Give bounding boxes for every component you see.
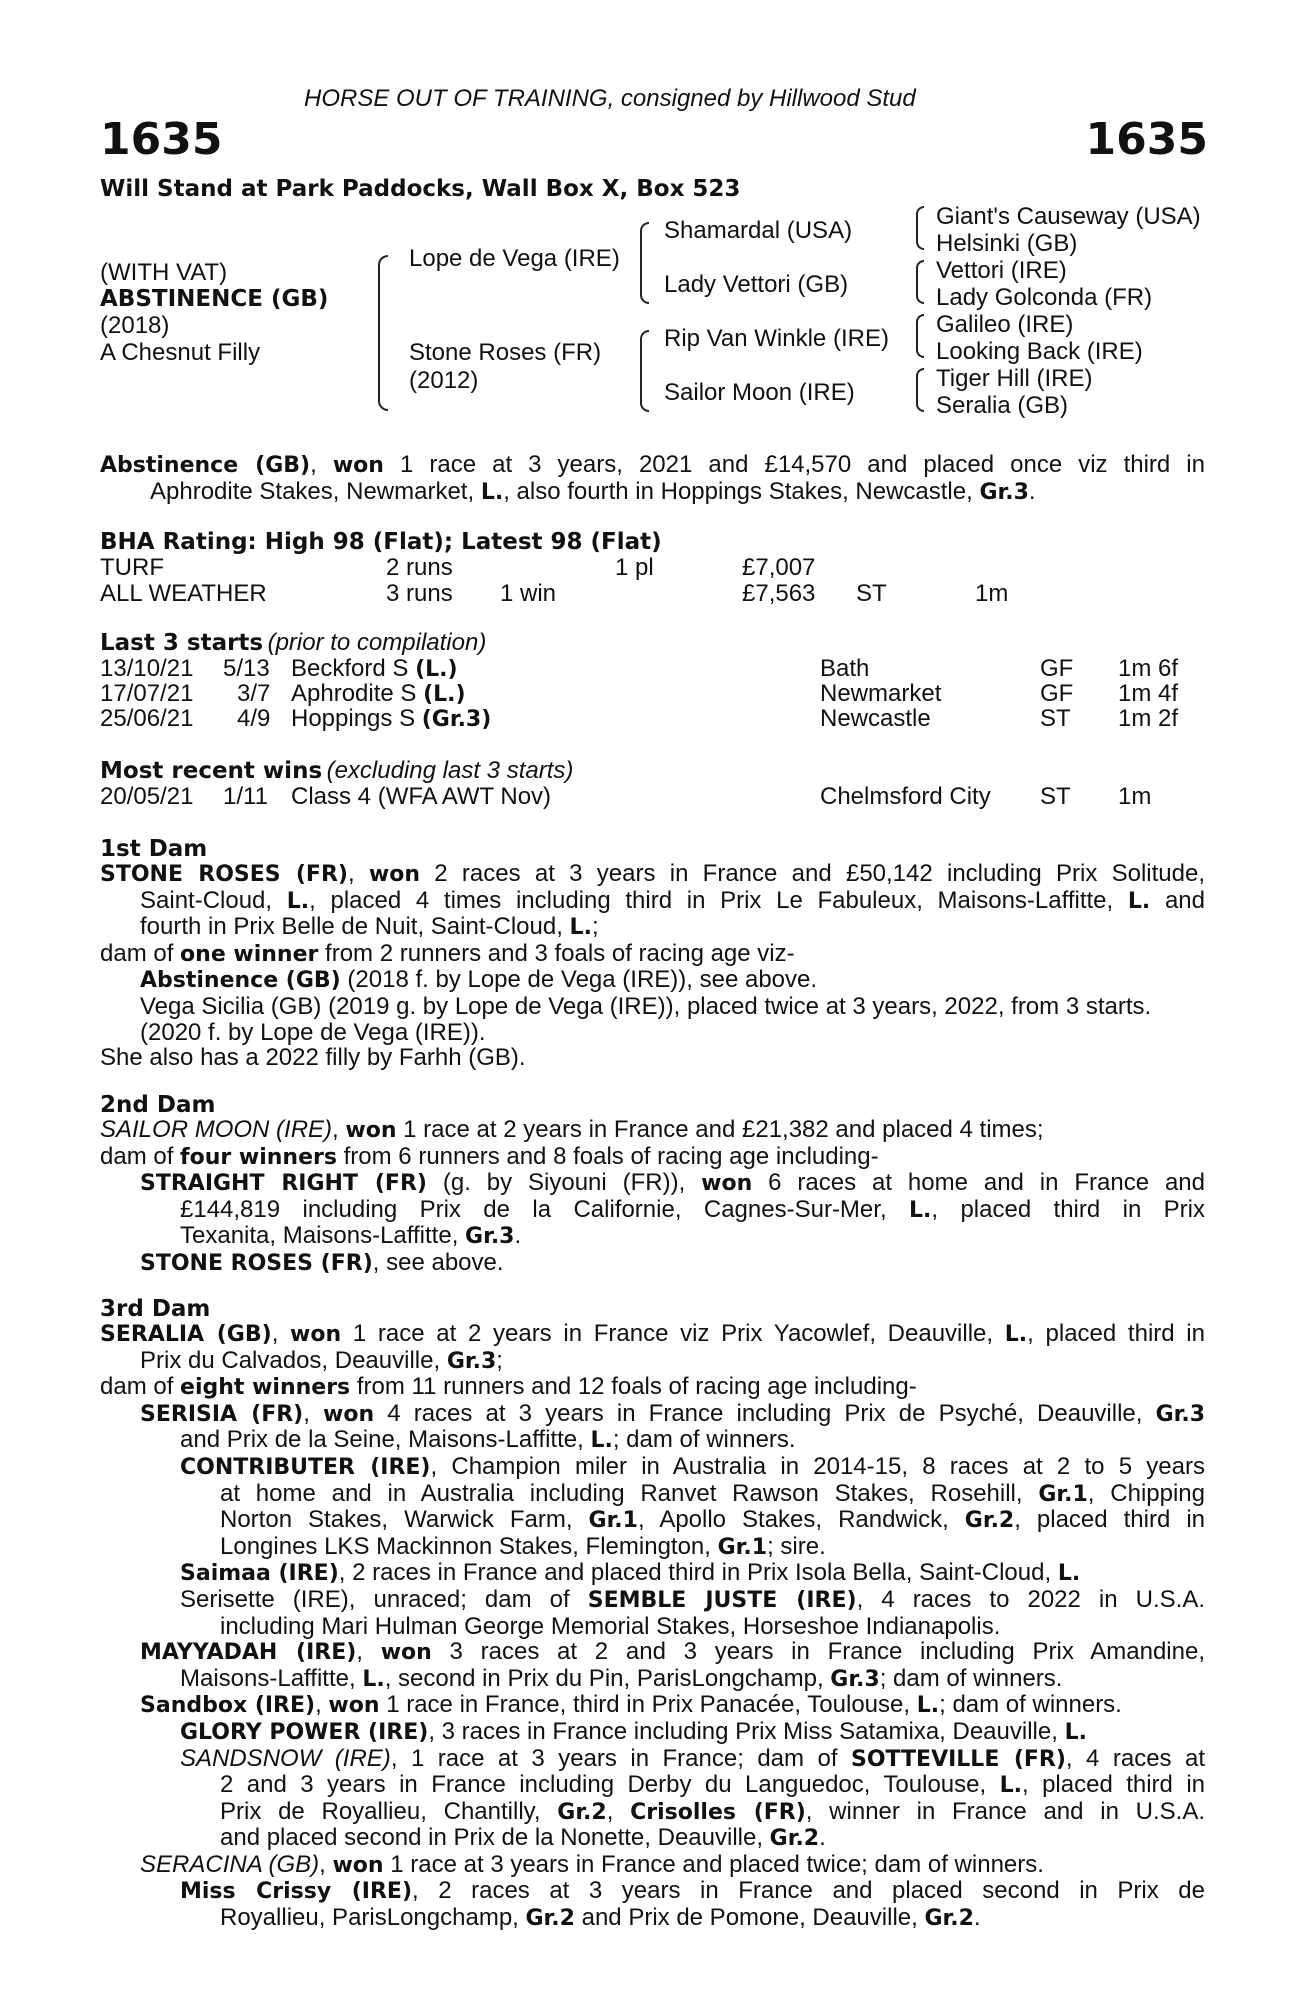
start-race-grade: (L.) (415, 657, 458, 682)
summary-line (100, 452, 1205, 479)
dam3-line: MAYYADAH (IRE), won 3 races at 2 and 3 years in France including Prix Amandine, (140, 1638, 1205, 1666)
recent-wins-subtitle: (excluding last 3 starts) (326, 757, 574, 784)
dam1-line: dam of one winner from 2 runners and 3 foals of racing age viz- (100, 939, 795, 967)
pedigree-bracket (640, 222, 649, 304)
pedigree-bracket (378, 255, 388, 411)
rating-row-turf (100, 555, 1200, 581)
rating-runs: 2 runs (386, 554, 453, 581)
summary-text: , (310, 451, 333, 478)
recent-wins-title: Most recent wins (100, 758, 323, 784)
summary-horse-name: Abstinence (GB) (100, 453, 311, 478)
dam3-line: including Mari Hulman George Memorial Stakes, Horseshoe Indianapolis. (220, 1612, 1001, 1640)
horse-year: (2018) (100, 312, 170, 339)
last-starts-subtitle: (prior to compilation) (267, 629, 487, 656)
summary-text: . (1028, 477, 1036, 505)
dam1-line: She also has a 2022 filly by Farhh (GB). (100, 1044, 526, 1072)
start-distance: 1m 2f (1118, 705, 1179, 732)
start-race-grade: (Gr.3) (421, 707, 492, 732)
pedigree-dam-dam: Sailor Moon (IRE) (664, 379, 855, 406)
lot-number-right: 1635 (1085, 114, 1208, 165)
pedigree-dam-sire: Rip Van Winkle (IRE) (664, 325, 889, 352)
rating-going: ST (856, 580, 887, 607)
horse-name: ABSTINENCE (GB) (100, 286, 329, 312)
start-date: 25/06/21 (100, 705, 194, 732)
rating-surface: ALL WEATHER (100, 580, 267, 607)
dam3-title: 3rd Dam (100, 1296, 211, 1322)
start-going: GF (1040, 655, 1074, 682)
win-going: ST (1040, 783, 1071, 810)
dam3-line: Longines LKS Mackinnon Stakes, Flemington, Gr.1; sire. (220, 1532, 826, 1560)
summary-text: , also fourth in Hoppings Stakes, Newcastle, (503, 477, 980, 505)
dam2-text (100, 1117, 1205, 1277)
rating-row-aw (100, 581, 1200, 607)
dam3-line: SERACINA (GB), won 1 race at 3 years in France and placed twice; dam of winners. (140, 1850, 1044, 1878)
dam1-line: Abstinence (GB) (2018 f. by Lope de Vega (IRE)), see above. (140, 966, 818, 994)
dam3-text (100, 1321, 1205, 1932)
pedigree-bracket (916, 368, 924, 412)
win-race: Class 4 (WFA AWT Nov) (291, 783, 552, 810)
start-date: 13/10/21 (100, 655, 194, 682)
pedigree-dam: Stone Roses (FR) (409, 339, 602, 366)
start-going: ST (1040, 705, 1071, 732)
lot-number-left: 1635 (100, 114, 223, 165)
summary-grade: L. (480, 479, 504, 505)
dam3-line: Norton Stakes, Warwick Farm, Gr.1, Apollo Stakes, Randwick, Gr.2, placed third in (220, 1506, 1206, 1534)
dam3-line: and placed second in Prix de la Nonette, Deauville, Gr.2. (220, 1824, 826, 1852)
rating-prize: £7,563 (742, 580, 816, 607)
pedigree-ggp: Galileo (IRE) (936, 311, 1074, 338)
summary-line (100, 479, 1205, 506)
start-race (291, 681, 466, 708)
pedigree-bracket (916, 260, 924, 304)
rating-wins: 1 win (500, 580, 557, 607)
dam3-line: Miss Crissy (IRE), 2 races at 3 years in France and placed second in Prix de (180, 1877, 1205, 1905)
start-date: 17/07/21 (100, 680, 194, 707)
start-distance: 1m 6f (1118, 655, 1179, 682)
dam1-line: Saint-Cloud, L., placed 4 times including third in Prix Le Fabuleux, Maisons-Laffitte, L. and (140, 886, 1206, 914)
dam3-line: Maisons-Laffitte, L., second in Prix du Pin, ParisLongchamp, Gr.3; dam of winners. (180, 1664, 1063, 1692)
rating-distance: 1m (975, 580, 1009, 607)
rating-title: BHA Rating: High 98 (Flat); Latest 98 (Flat) (100, 529, 662, 555)
dam3-line: SERISIA (FR), won 4 races at 3 years in France including Prix de Psyché, Deauville, Gr.3 (140, 1399, 1205, 1427)
dam2-line: dam of four winners from 6 runners and 8 foals of racing age including- (100, 1142, 879, 1170)
dam1-line: STONE ROSES (FR), won 2 races at 3 years in France and £50,142 including Prix Solitude, (100, 860, 1205, 887)
start-course: Newcastle (820, 705, 931, 732)
pedigree-ggp: Helsinki (GB) (936, 230, 1078, 257)
start-race (291, 706, 491, 733)
dam3-line: Prix du Calvados, Deauville, Gr.3; (140, 1346, 503, 1374)
summary-text: Aphrodite Stakes, Newmarket, (150, 477, 481, 505)
race-summary (100, 452, 1205, 505)
pedigree-sire-dam: Lady Vettori (GB) (664, 271, 849, 298)
stand-location: Will Stand at Park Paddocks, Wall Box X, Box 523 (100, 176, 741, 202)
pedigree-sire-sire: Shamardal (USA) (664, 217, 853, 244)
start-row (100, 656, 1200, 682)
start-race-name: Beckford S (291, 655, 409, 682)
rating-placed: 1 pl (615, 554, 654, 581)
dam2-line: SAILOR MOON (IRE), won 1 race at 2 years in France and £21,382 and placed 4 times; (100, 1116, 1044, 1143)
dam3-line: 2 and 3 years in France including Derby du Languedoc, Toulouse, L., placed third in (220, 1771, 1205, 1799)
start-race-name: Hoppings S (291, 705, 416, 732)
dam3-line: dam of eight winners from 11 runners and 12 foals of racing age including- (100, 1373, 917, 1401)
dam2-line: £144,819 including Prix de la Californie, Cagnes-Sur-Mer, L., placed third in Prix (180, 1195, 1206, 1223)
summary-text: 1 race at 3 years, 2021 and £14,570 and placed once viz third in (383, 451, 1205, 478)
start-course: Newmarket (820, 680, 942, 707)
horse-description: A Chesnut Filly (100, 339, 261, 366)
dam2-line: STRAIGHT RIGHT (FR) (g. by Siyouni (FR)), won 6 races at home and in France and (140, 1169, 1206, 1197)
pedigree-ggp: Seralia (GB) (936, 392, 1069, 419)
pedigree-sire: Lope de Vega (IRE) (409, 245, 620, 272)
pedigree-ggp: Vettori (IRE) (936, 257, 1067, 284)
dam3-line: SERALIA (GB), won 1 race at 2 years in France viz Prix Yacowlef, Deauville, L., placed third in (100, 1320, 1205, 1347)
start-row (100, 706, 1200, 732)
pedigree-ggp: Looking Back (IRE) (936, 338, 1143, 365)
start-course: Bath (820, 655, 870, 682)
start-distance: 1m 4f (1118, 680, 1179, 707)
dam2-line: STONE ROSES (FR), see above. (140, 1248, 504, 1276)
pedigree-bracket (916, 314, 924, 358)
vat-note: (WITH VAT) (100, 259, 228, 286)
win-date: 20/05/21 (100, 783, 194, 810)
dam1-line: fourth in Prix Belle de Nuit, Saint-Cloud, L.; (140, 913, 599, 941)
dam3-line: Sandbox (IRE), won 1 race in France, third in Prix Panacée, Toulouse, L.; dam of winners. (140, 1691, 1122, 1719)
win-course: Chelmsford City (820, 783, 991, 810)
start-row (100, 681, 1200, 707)
summary-won: won (332, 453, 384, 478)
pedigree-ggp: Tiger Hill (IRE) (936, 365, 1093, 392)
pedigree-bracket (916, 206, 924, 250)
start-position: 5/13 (223, 655, 270, 682)
rating-runs: 3 runs (386, 580, 453, 607)
consignment-line: HORSE OUT OF TRAINING, consigned by Hillwood Stud (304, 85, 916, 112)
dam2-line: Texanita, Maisons-Laffitte, Gr.3. (180, 1222, 522, 1250)
dam3-line: at home and in Australia including Ranvet Rawson Stakes, Rosehill, Gr.1, Chipping (220, 1479, 1205, 1507)
rating-surface: TURF (100, 554, 164, 581)
start-race-grade: (L.) (423, 682, 466, 707)
start-race-name: Aphrodite S (291, 680, 417, 707)
pedigree-dam-year: (2012) (409, 367, 479, 394)
start-position: 3/7 (237, 680, 271, 707)
win-position: 1/11 (223, 783, 268, 810)
dam3-line: SANDSNOW (IRE), 1 race at 3 years in France; dam of SOTTEVILLE (FR), 4 races at (180, 1744, 1206, 1772)
dam1-line: Vega Sicilia (GB) (2019 g. by Lope de Vega (IRE)), placed twice at 3 years, 2022, from 3 starts. (140, 992, 1152, 1020)
dam1-title: 1st Dam (100, 836, 208, 862)
pedigree-ggp: Lady Golconda (FR) (936, 284, 1153, 311)
start-position: 4/9 (237, 705, 271, 732)
pedigree-ggp: Giant's Causeway (USA) (936, 203, 1201, 230)
win-distance: 1m (1118, 783, 1152, 810)
start-going: GF (1040, 680, 1074, 707)
dam2-title: 2nd Dam (100, 1092, 216, 1118)
rating-prize: £7,007 (742, 554, 816, 581)
dam1-text (100, 861, 1205, 1071)
dam3-line: and Prix de la Seine, Maisons-Laffitte, L.; dam of winners. (180, 1426, 796, 1454)
summary-grade: Gr.3 (979, 479, 1029, 505)
dam3-line: Royallieu, ParisLongchamp, Gr.2 and Prix de Pomone, Deauville, Gr.2. (220, 1904, 981, 1932)
dam3-line: Saimaa (IRE), 2 races in France and placed third in Prix Isola Bella, Saint-Cloud, L. (180, 1559, 1081, 1587)
recent-win-row (100, 784, 1200, 810)
dam1-line: (2020 f. by Lope de Vega (IRE)). (140, 1018, 486, 1046)
dam3-line: GLORY POWER (IRE), 3 races in France including Prix Miss Satamixa, Deauville, L. (180, 1717, 1087, 1745)
last-starts-title: Last 3 starts (100, 630, 264, 656)
dam3-line: CONTRIBUTER (IRE), Champion miler in Australia in 2014-15, 8 races at 2 to 5 years (180, 1452, 1205, 1480)
dam3-line: Serisette (IRE), unraced; dam of SEMBLE JUSTE (IRE), 4 races to 2022 in U.S.A. (180, 1585, 1206, 1613)
dam3-line: Prix de Royallieu, Chantilly, Gr.2, Crisolles (FR), winner in France and in U.S.A. (220, 1797, 1205, 1825)
pedigree-bracket (640, 330, 649, 412)
start-race (291, 656, 458, 683)
